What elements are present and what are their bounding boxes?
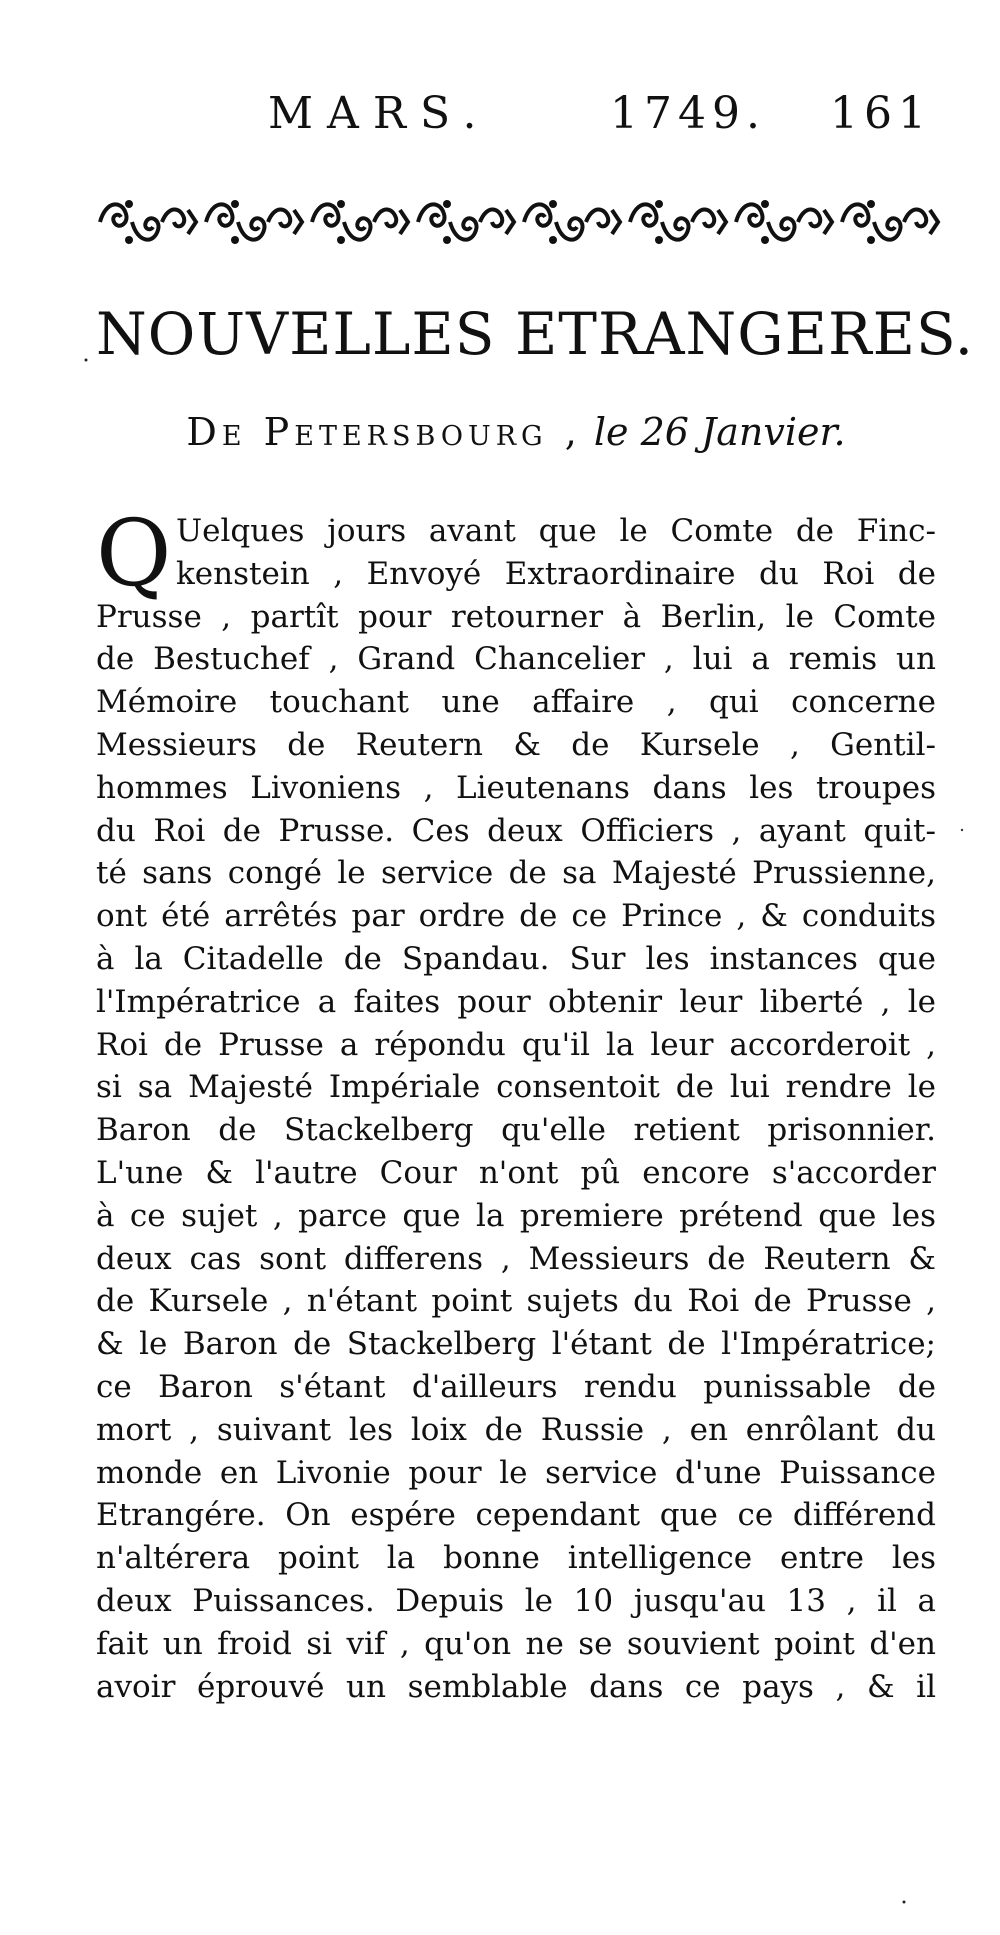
- article-line: Uelques jours avant que le Comte de Finc-: [176, 513, 936, 549]
- page-number: 161: [830, 88, 932, 139]
- article-line: du Roi de Prusse. Ces deux Officiers , ayant quit-: [96, 812, 936, 849]
- drop-cap: Q: [96, 500, 172, 607]
- article-line: Mémoire touchant une affaire , qui concerne: [96, 684, 936, 721]
- article-line: monde en Livonie pour le service d'une Puissance: [96, 1454, 936, 1491]
- article-line: hommes Livoniens , Lieutenans dans les troupes: [96, 769, 936, 806]
- article-line: Prusse , partît pour retourner à Berlin, le Comte: [96, 598, 936, 635]
- article-line: à ce sujet , parce que la premiere prétend que les: [96, 1197, 936, 1234]
- article-line: avoir éprouvé un semblable dans ce pays , & il: [96, 1668, 936, 1705]
- article-line: Messieurs de Reutern & de Kursele , Gentil-: [96, 726, 936, 763]
- article-line: kenstein , Envoyé Extraordinaire du Roi de: [176, 555, 936, 592]
- article-line: si sa Majesté Impériale consentoit de lui rendre le: [96, 1069, 936, 1106]
- running-head: [0, 88, 1000, 148]
- article-line: L'une & l'autre Cour n'ont pû encore s'accorder: [96, 1154, 936, 1191]
- article-line: Baron de Stackelberg qu'elle retient prisonnier.: [96, 1112, 936, 1149]
- running-head-month: MARS.: [268, 88, 491, 139]
- dateline: [96, 410, 936, 454]
- article-line: ce Baron s'étant d'ailleurs rendu punissable de: [96, 1368, 936, 1405]
- dateline-date: le 26 Janvier.: [593, 410, 846, 454]
- article-line: de Bestuchef , Grand Chancelier , lui a remis un: [96, 641, 936, 678]
- section-heading: NOUVELLES ETRANGERES.: [96, 300, 975, 368]
- article-line: té sans congé le service de sa Majesté Prussienne,: [96, 855, 936, 892]
- article-line: Etrangére. On espére cependant que ce différend: [96, 1497, 936, 1534]
- article-line: fait un froid si vif , qu'on ne se souvient point d'en: [96, 1625, 936, 1662]
- article-line: Roi de Prusse a répondu qu'il la leur accorderoit ,: [96, 1026, 936, 1063]
- running-head-year: 1749.: [610, 88, 766, 139]
- article-line: deux cas sont differens , Messieurs de Reutern &: [96, 1240, 936, 1277]
- dateline-place: De Petersbourg ,: [186, 410, 582, 454]
- decorative-ornament-band: [96, 190, 946, 254]
- article-line: de Kursele , n'étant point sujets du Roi de Prusse ,: [96, 1283, 936, 1320]
- article-line: mort , suivant les loix de Russie , en enrôlant du: [96, 1411, 936, 1448]
- article-line: l'Impératrice a faites pour obtenir leur liberté , le: [96, 983, 936, 1020]
- article-line: deux Puissances. Depuis le 10 jusqu'au 13 , il a: [96, 1582, 936, 1619]
- article-line: n'altérera point la bonne intelligence entre les: [96, 1540, 936, 1577]
- article-line: ont été arrêtés par ordre de ce Prince , & conduits: [96, 898, 936, 935]
- article-line: à la Citadelle de Spandau. Sur les instances que: [96, 940, 936, 977]
- article-body: [96, 500, 936, 1708]
- article-line: & le Baron de Stackelberg l'étant de l'Impératrice;: [96, 1326, 936, 1363]
